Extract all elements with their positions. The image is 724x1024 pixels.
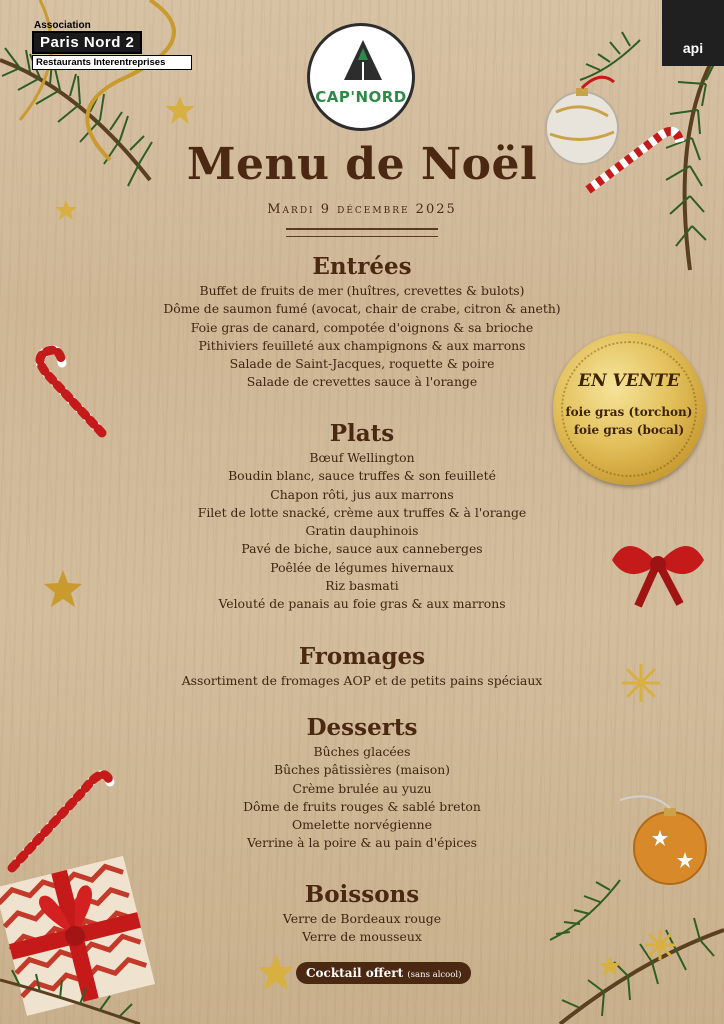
association-logo <box>32 20 192 70</box>
menu-item: Gratin dauphinois <box>305 523 419 539</box>
restaurant-logo-text: CAP'NORD <box>315 88 407 106</box>
star-icon <box>256 952 296 992</box>
section-heading: Fromages <box>298 643 426 670</box>
association-subtitle: Restaurants Interentreprises <box>32 55 192 70</box>
snowflake-right <box>620 662 662 704</box>
section-heading: Boissons <box>304 881 420 908</box>
menu-item: Dôme de fruits rouges & sablé breton <box>243 798 481 814</box>
menu-item: Dôme de saumon fumé (avocat, chair de crabe, citron & aneth) <box>163 301 561 317</box>
menu-item: Velouté de panais au foie gras & aux marrons <box>218 596 506 612</box>
menu-item: Riz basmati <box>325 578 399 594</box>
candy-cane-left <box>22 345 112 440</box>
section-heading: Desserts <box>306 714 418 741</box>
seal-title: EN VENTE <box>578 371 680 391</box>
menu-item: Buffet de fruits de mer (huîtres, crevettes & bulots) <box>199 283 525 298</box>
on-sale-seal <box>553 333 705 485</box>
menu-item: Omelette norvégienne <box>292 817 432 833</box>
menu-item: Verre de Bordeaux rouge <box>282 911 442 926</box>
star-left <box>42 568 84 610</box>
menu-title: Menu de Noël <box>186 139 538 190</box>
cocktail-label: Cocktail offert <box>306 966 404 980</box>
title-divider <box>286 228 438 237</box>
menu-item: Verre de mousseux <box>302 929 422 945</box>
menu-item: Boudin blanc, sauce truffes & son feuilleté <box>228 468 496 484</box>
menu-item: Pavé de biche, sauce aux canneberges <box>241 541 483 557</box>
association-name: Paris Nord 2 <box>32 31 142 54</box>
section-entrees <box>120 252 604 392</box>
bow-right <box>608 520 708 610</box>
cocktail-pill <box>296 962 471 984</box>
cocktail-note: (sans alcool) <box>407 970 462 980</box>
menu-item: Assortiment de fromages AOP et de petits pains spéciaux <box>181 673 543 688</box>
section-plats <box>120 419 604 614</box>
section-fromages <box>120 642 604 690</box>
api-badge-text: api <box>682 40 704 56</box>
mountain-icon <box>340 36 386 84</box>
menu-item: Salade de Saint-Jacques, roquette & poire <box>229 356 495 372</box>
section-desserts <box>120 713 604 853</box>
menu-item: Bœuf Wellington <box>309 450 415 465</box>
menu-item: Chapon rôti, jus aux marrons <box>270 486 454 502</box>
menu-item: Foie gras de canard, compotée d'oignons & sa brioche <box>190 319 534 335</box>
menu-item: Pithiviers feuilleté aux champignons & aux marrons <box>198 337 526 353</box>
menu-item: Crème brulée au yuzu <box>292 780 432 796</box>
menu-item: Verrine à la poire & au pain d'épices <box>246 835 478 851</box>
menu-item: Bûches glacées <box>313 744 411 759</box>
api-badge <box>662 0 724 66</box>
menu-item: Bûches pâtissières (maison) <box>273 762 451 778</box>
seal-item: foie gras (torchon) <box>565 405 693 419</box>
restaurant-logo <box>307 23 415 131</box>
menu-item: Filet de lotte snacké, crème aux truffes & à l'orange <box>197 504 527 520</box>
section-boissons <box>120 880 604 947</box>
association-top-label: Association <box>34 20 91 31</box>
menu-date: Mardi 9 décembre 2025 <box>267 202 457 217</box>
menu-item: Poêlée de légumes hivernaux <box>270 559 454 575</box>
section-heading: Entrées <box>312 253 412 280</box>
seal-item: foie gras (bocal) <box>573 423 685 437</box>
menu-item: Salade de crevettes sauce à l'orange <box>246 374 478 390</box>
section-heading: Plats <box>329 420 395 447</box>
